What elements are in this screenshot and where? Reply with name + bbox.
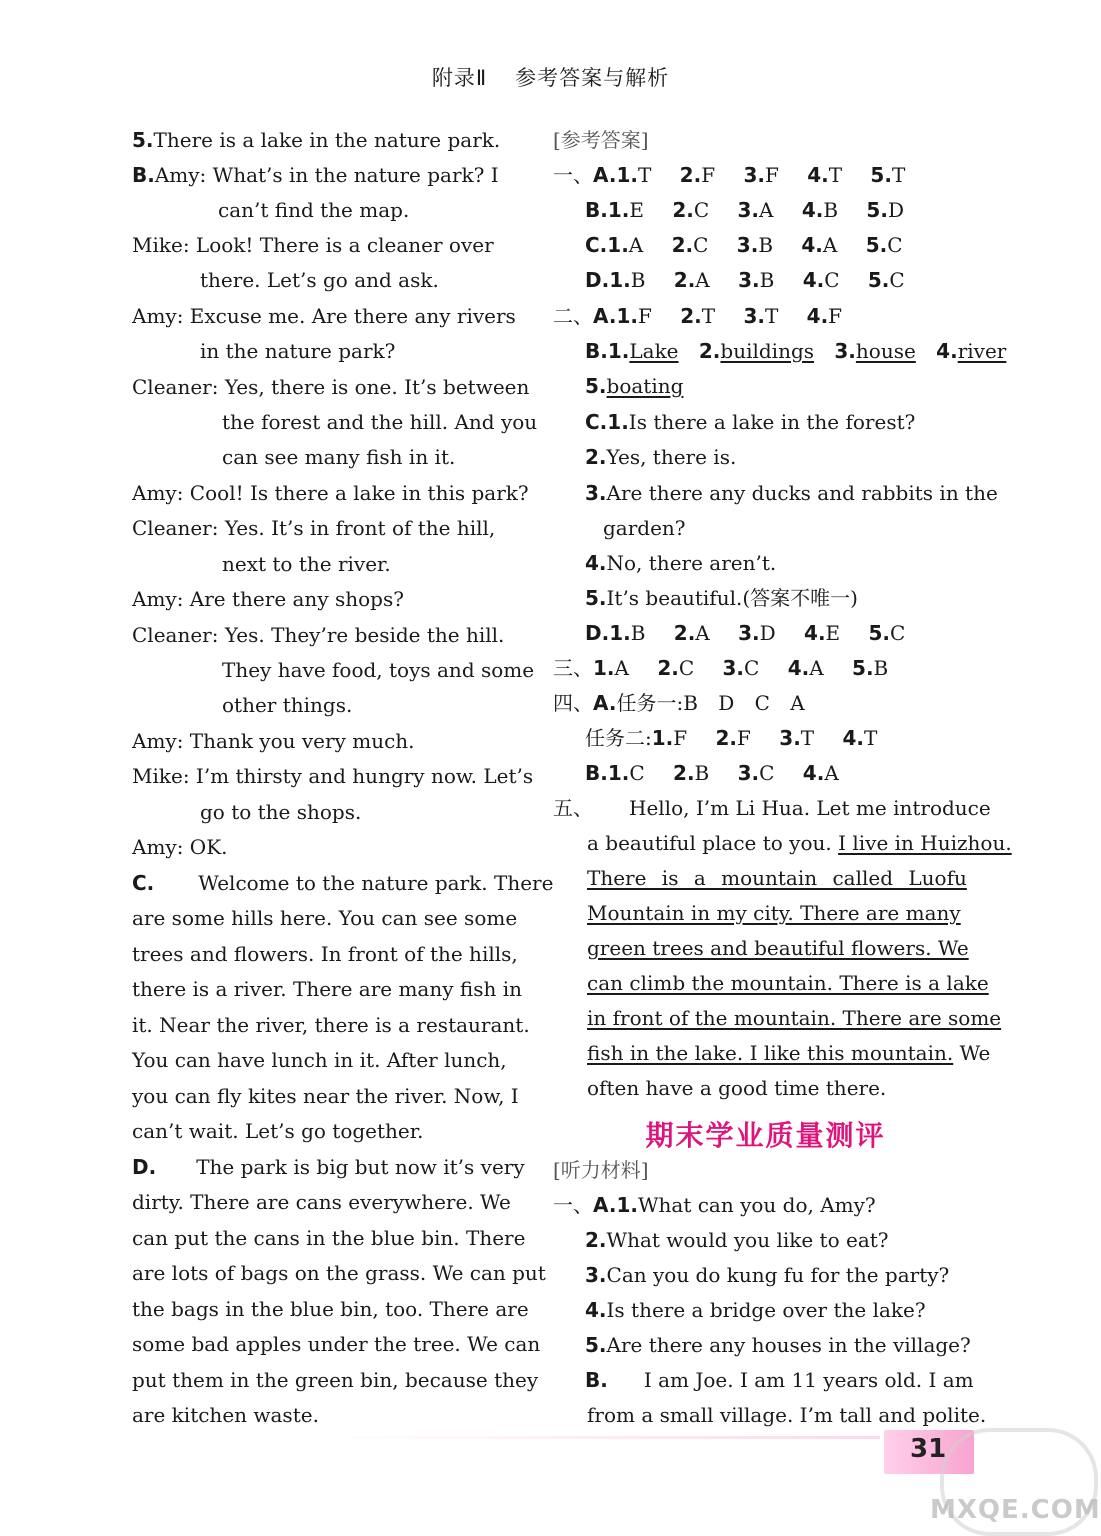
answer-row: Mountain in my city. There are many	[587, 901, 961, 925]
text-line: Amy: Are there any shops?	[132, 587, 404, 611]
answer-row: can climb the mountain. There is a lake	[587, 971, 989, 995]
text-line: there. Let’s go and ask.	[200, 268, 439, 292]
answer-row: 2.Yes, there is.	[585, 445, 737, 469]
text-line: can’t wait. Let’s go together.	[132, 1119, 424, 1143]
answer-row: 五、 Hello, I’m Li Hua. Let me introduce	[553, 796, 991, 820]
text-line: are kitchen waste.	[132, 1403, 319, 1427]
text-line: you can fly kites near the river. Now, I	[132, 1084, 519, 1108]
text-line: some bad apples under the tree. We can	[132, 1332, 541, 1356]
text-line: go to the shops.	[200, 800, 362, 824]
answer-row: 4.Is there a bridge over the lake?	[585, 1298, 926, 1322]
text-line: the bags in the blue bin, too. There are	[132, 1297, 529, 1321]
answer-row: 4.No, there aren’t.	[585, 551, 777, 575]
text-line: can put the cans in the blue bin. There	[132, 1226, 526, 1250]
answer-row: 3.Can you do kung fu for the party?	[585, 1263, 950, 1287]
text-line: are some hills here. You can see some	[132, 906, 518, 930]
text-line: Amy: Cool! Is there a lake in this park?	[132, 481, 529, 505]
answer-row: 5.boating	[585, 374, 684, 398]
answer-row: 四、A.任务一:B D C A	[553, 691, 805, 715]
text-line: put them in the green bin, because they	[132, 1368, 539, 1392]
answer-row: a beautiful place to you. I live in Huizhou.	[587, 831, 1012, 855]
answer-row: 5.It’s beautiful.(答案不唯一)	[585, 586, 858, 610]
answer-row: There is a mountain called Luofu	[587, 866, 967, 890]
text-line: trees and flowers. In front of the hills,	[132, 942, 518, 966]
text-line: can’t find the map.	[218, 198, 410, 222]
answer-row: B.1.Lake 2.buildings 3.house 4.river	[585, 339, 1007, 363]
text-line: it. Near the river, there is a restaurant.	[132, 1013, 530, 1037]
text-line: Amy: Excuse me. Are there any rivers	[132, 304, 516, 328]
footer-divider	[320, 1436, 880, 1439]
answer-row: 3.Are there any ducks and rabbits in the	[585, 481, 998, 505]
answer-row: green trees and beautiful flowers. We	[587, 936, 969, 960]
answer-row: D.1.B 2.A 3.B 4.C 5.C	[585, 268, 905, 292]
text-line: Cleaner: Yes. It’s in front of the hill,	[132, 516, 496, 540]
text-line: Cleaner: Yes, there is one. It’s between	[132, 375, 530, 399]
section-title: 期末学业质量测评	[645, 1119, 886, 1152]
text-line: Mike: Look! There is a cleaner over	[132, 233, 494, 257]
answer-row: B.1.C 2.B 3.C 4.A	[585, 761, 839, 785]
answer-row: 二、A.1.F 2.T 3.T 4.F	[553, 304, 843, 328]
text-line: Amy: OK.	[132, 835, 228, 859]
text-line: 5.There is a lake in the nature park.	[132, 128, 501, 152]
answer-row: often have a good time there.	[587, 1076, 887, 1100]
answer-row: 三、1.A 2.C 3.C 4.A 5.B	[553, 656, 889, 680]
text-line: B.Amy: What’s in the nature park? I	[132, 163, 499, 187]
reference-answer-label: [参考答案]	[553, 128, 649, 152]
text-line: there is a river. There are many fish in	[132, 977, 523, 1001]
watermark-text: MXQE.COM	[930, 1495, 1101, 1525]
text-line: Amy: Thank you very much.	[132, 729, 415, 753]
answer-row: B.1.E 2.C 3.A 4.B 5.D	[585, 198, 904, 222]
text-line: C. Welcome to the nature park. There	[132, 871, 554, 895]
text-line: Cleaner: Yes. They’re beside the hill.	[132, 623, 505, 647]
answer-row: garden?	[603, 516, 686, 540]
answer-row: 2.What would you like to eat?	[585, 1228, 889, 1252]
appendix-label: 附录Ⅱ	[431, 66, 488, 90]
text-line: the forest and the hill. And you	[222, 410, 538, 434]
answer-row: C.1.Is there a lake in the forest?	[585, 410, 916, 434]
text-line: other things.	[222, 693, 353, 717]
text-line: Mike: I’m thirsty and hungry now. Let’s	[132, 764, 534, 788]
answer-row: 任务二:1.F 2.F 3.T 4.T	[585, 726, 878, 750]
page-number: 31	[910, 1434, 947, 1464]
listening-material-label: [听力材料]	[553, 1158, 649, 1182]
answer-row: in front of the mountain. There are some	[587, 1006, 1002, 1030]
answer-row: B. I am Joe. I am 11 years old. I am	[585, 1368, 974, 1392]
page-header	[0, 62, 1101, 92]
answer-row: 一、A.1.T 2.F 3.F 4.T 5.T	[553, 163, 906, 187]
text-line: They have food, toys and some	[222, 658, 535, 682]
text-line: D. The park is big but now it’s very	[132, 1155, 525, 1179]
text-line: You can have lunch in it. After lunch,	[132, 1048, 507, 1072]
text-line: in the nature park?	[200, 339, 396, 363]
text-line: are lots of bags on the grass. We can put	[132, 1261, 546, 1285]
answer-row: 一、A.1.What can you do, Amy?	[553, 1193, 876, 1217]
answer-row: D.1.B 2.A 3.D 4.E 5.C	[585, 621, 906, 645]
header-title: 参考答案与解析	[515, 66, 670, 90]
text-line: next to the river.	[222, 552, 391, 576]
text-line: can see many fish in it.	[222, 445, 456, 469]
answer-row: fish in the lake. I like this mountain. We	[587, 1041, 991, 1065]
answer-row: C.1.A 2.C 3.B 4.A 5.C	[585, 233, 903, 257]
text-line: dirty. There are cans everywhere. We	[132, 1190, 511, 1214]
answer-row: from a small village. I’m tall and polite.	[587, 1403, 987, 1427]
answer-row: 5.Are there any houses in the village?	[585, 1333, 971, 1357]
